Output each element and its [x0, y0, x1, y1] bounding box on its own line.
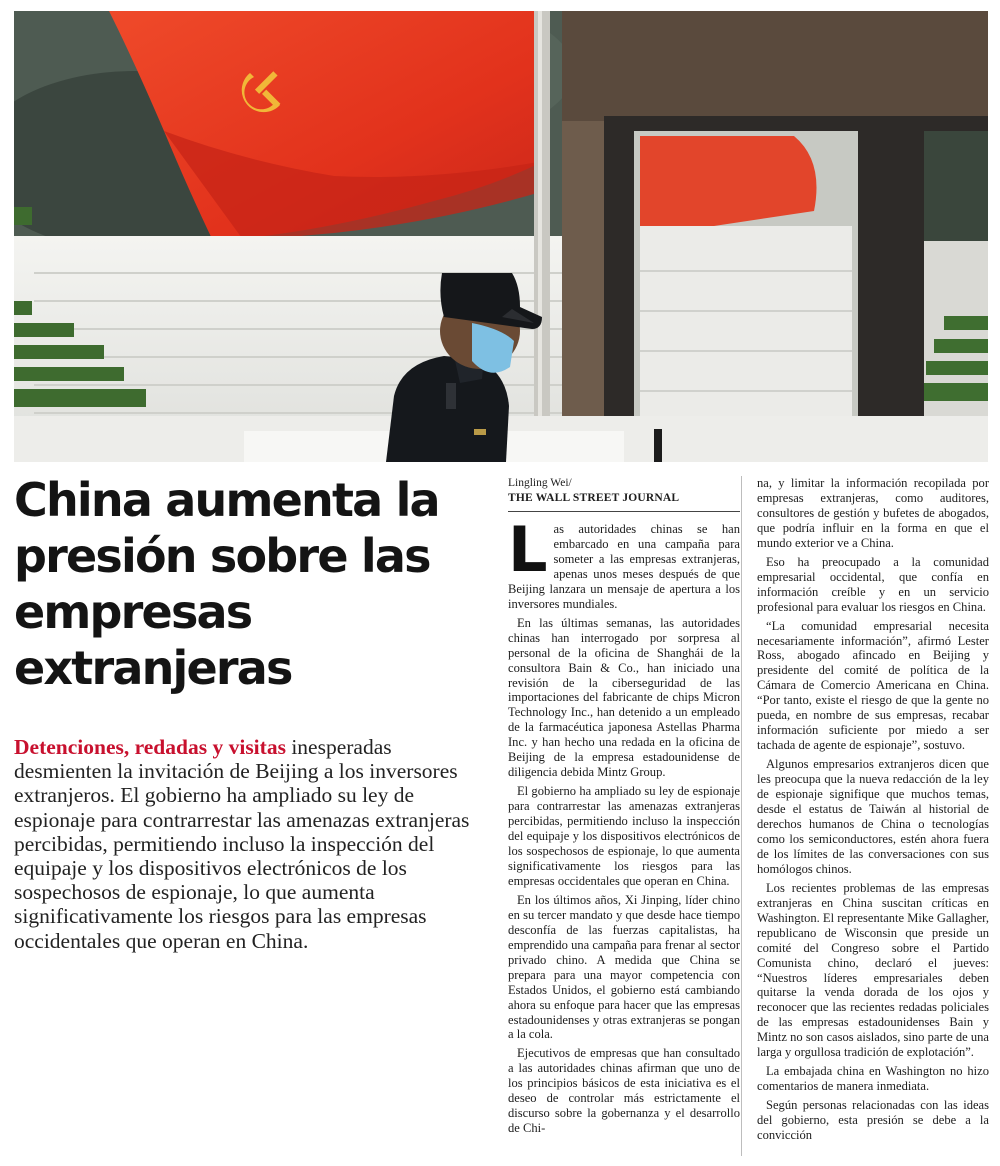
article-photo: [14, 11, 988, 462]
photo-guard-party-flag-icon: [14, 11, 988, 462]
article-paragraph: “La comunidad empresarial necesita necesariamente información”, afirmó Lester Ross, abogado afincado en Beijing y presidente del comité de política de la Cámara de Comercio Americana en China. “Por tanto, existe el riesgo de que la gente no pueda, en nombre de sus empresas, recabar información suficiente por miedo a ser tachada de agente de espionaje”, sostuvo.: [757, 618, 989, 753]
article-paragraph: [508, 513, 740, 612]
article-paragraph: na, y limitar la información recopilada por empresas extranjeras, como auditores, consultores de gestión y bufetes de abogados, que podría influir en la forma en que el mundo exterior ve a China.: [757, 476, 989, 550]
headline: China aumenta la presión sobre las empresas extranjeras: [14, 473, 439, 695]
article-paragraph: En las últimas semanas, las autoridades chinas han interrogado por sorpresa al personal de la oficina de Shanghái de la consultora Bain & Co., han iniciado una revisión de la ciberseguridad de las importaciones del fabricante de chips Micron Technology Inc., han detenido a un empleado de la farmacéutica japonesa Astellas Pharma Inc. y han hecho una redada en la oficina de Beijing de la empresa estadounidense de diligencia debida Mintz Group.: [508, 615, 740, 780]
article-paragraph: El gobierno ha ampliado su ley de espionaje para contrarrestar las amenazas extranjeras percibidas, permitiendo incluso la inspección del equipaje y los dispositivos electrónicos de los sospechosos de espionaje, lo que aumenta significativamente los riesgos para las empresas occidentales que operan en China.: [508, 784, 740, 888]
byline-rule: [508, 511, 740, 512]
article-paragraph: Algunos empresarios extranjeros dicen que les preocupa que la nueva redacción de la ley de espionaje signifique que muchos temas, desde el estatus de Taiwán al historial de derechos humanos de China o tecnologías como los semiconductores, estén ahora fuera de los límites de las conversaciones con sus homólogos chinos.: [757, 757, 989, 876]
article-paragraph: La embajada china en Washington no hizo comentarios de manera inmediata.: [757, 1064, 989, 1094]
byline-publication: THE WALL STREET JOURNAL: [508, 492, 680, 504]
article-paragraph: Según personas relacionadas con las ideas del gobierno, esta presión se debe a la convicción: [757, 1098, 989, 1143]
byline: [508, 476, 740, 506]
article-column-1: [508, 476, 740, 1140]
article-paragraph: En los últimos años, Xi Jinping, líder chino en su tercer mandato y que desde hace tiempo desconfía de las fuerzas capitalistas, ha emprendido una campaña para frenar al sector privado chino. A medida que China se prepara para una mayor competencia con Estados Unidos, el gobierno está cambiando ahora su enfoque para hacer que las empresas estadounidenses y otras extranjeras se pongan a la cola.: [508, 892, 740, 1042]
article-paragraph: Ejecutivos de empresas que han consultado a las autoridades chinas afirman que uno de los principios básicos de esta iniciativa es el deseo de controlar más estrictamente el discurso sobre la gobernanza y el desarrollo de Chi-: [508, 1046, 740, 1136]
byline-author: Lingling Wei/: [508, 477, 572, 489]
deck-text: inesperadas desmienten la invitación de Beijing a los inversores extranjeros. El gobierno ha ampliado su ley de espionaje para contrarrestar las amenazas extranjeras percibidas, permitiendo incluso la inspección del equipaje y los dispositivos electrónicos de los sospechosos de espionaje, lo que aumenta significativamente los riesgos para las empresas occidentales que operan en China.: [14, 735, 470, 953]
article-column-2: [757, 476, 989, 1147]
deck-lead: Detenciones, redadas y visitas: [14, 735, 286, 759]
drop-cap: L: [508, 513, 548, 586]
column-divider: [741, 476, 742, 1156]
article-paragraph: Eso ha preocupado a la comunidad empresarial occidental, que confía en información creíble y en un servicio profesional para evaluar los riesgos en China.: [757, 554, 989, 614]
article-paragraph: Los recientes problemas de las empresas extranjeras en China suscitan críticas en Washington. El representante Mike Gallagher, republicano de Wisconsin que preside un comité del Congreso sobre el Partido Comunista chino, declaró el jueves: “Nuestros líderes empresariales deben quitarse la venda dorada de los ojos y reconocer que las recientes redadas policiales de las empresas estadounidenses Bain y Mintz no son casos aislados, sino parte de una larga y orgullosa tradición de explotación”.: [757, 880, 989, 1060]
paragraph-text: as autoridades chinas se han embarcado en una campaña para someter a las empresas extranjeras, apenas unos meses después de que Beijing lanzara un mensaje de apertura a los inversores mundiales.: [508, 522, 740, 611]
deck-subheadline: [14, 735, 472, 953]
